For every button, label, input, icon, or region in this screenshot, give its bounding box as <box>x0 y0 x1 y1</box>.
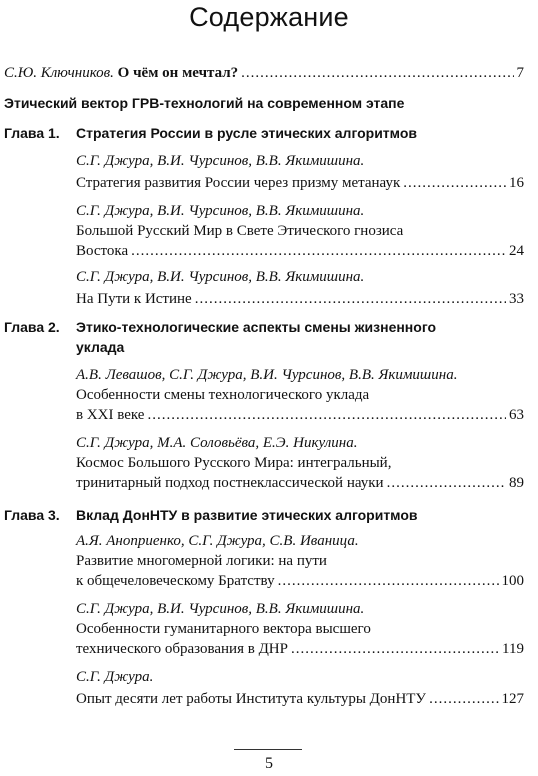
entry-title: Опыт десяти лет работы Института культуры ДонНТУ <box>76 691 427 707</box>
entry-authors: С.Г. Джура. <box>76 669 154 685</box>
leader-dots <box>403 174 506 192</box>
chapter-3-label: Глава 3. <box>4 507 60 523</box>
leader-dots <box>291 640 499 658</box>
page-title: Содержание <box>189 2 349 32</box>
toc-entry[interactable] <box>76 572 524 590</box>
page-ref: 33 <box>509 291 524 307</box>
leader-dots <box>131 242 506 260</box>
page-ref: 7 <box>516 65 524 81</box>
toc-entry[interactable] <box>76 690 524 708</box>
entry-authors: С.Г. Джура, В.И. Чурсинов, В.В. Якимишина. <box>76 203 365 219</box>
entry-title: Востока <box>76 243 129 259</box>
intro-author: С.Ю. Ключников. <box>4 65 114 81</box>
entry-title: Особенности смены технологического уклада <box>76 387 370 403</box>
page-ref: 127 <box>501 691 524 707</box>
page-ref: 24 <box>509 243 524 259</box>
chapter-2-title[interactable]: Этико-технологические аспекты смены жизненного <box>76 319 437 335</box>
leader-dots <box>278 572 499 590</box>
chapter-1-label: Глава 1. <box>4 125 60 141</box>
chapter-3-title[interactable]: Вклад ДонНТУ в развитие этических алгоритмов <box>76 507 418 523</box>
entry-authors: С.Г. Джура, М.А. Соловьёва, Е.Э. Никулина. <box>76 435 358 451</box>
toc-entry[interactable] <box>76 406 524 424</box>
page-ref: 100 <box>501 573 524 589</box>
entry-authors: А.В. Левашов, С.Г. Джура, В.И. Чурсинов, В.В. Якимишина. <box>76 367 458 383</box>
entry-title: Развитие многомерной логики: на пути <box>76 553 327 569</box>
entry-authors: С.Г. Джура, В.И. Чурсинов, В.В. Якимишина. <box>76 269 365 285</box>
toc-entry-intro[interactable] <box>4 64 524 82</box>
toc-entry[interactable] <box>76 290 524 308</box>
entry-title: На Пути к Истине <box>76 291 192 307</box>
chapter-1-title[interactable]: Стратегия России в русле этических алгоритмов <box>76 125 417 141</box>
entry-authors: С.Г. Джура, В.И. Чурсинов, В.В. Якимишина. <box>76 153 365 169</box>
entry-title: Стратегия развития России через призму метанаук <box>76 175 401 191</box>
leader-dots <box>195 290 506 308</box>
chapter-2-title-cont[interactable]: уклада <box>76 339 125 355</box>
page-ref: 119 <box>502 641 524 657</box>
entry-title: Космос Большого Русского Мира: интегральный, <box>76 455 392 471</box>
leader-dots <box>429 690 498 708</box>
entry-title: Особенности гуманитарного вектора высшего <box>76 621 371 637</box>
leader-dots <box>147 406 506 424</box>
entry-authors: А.Я. Аноприенко, С.Г. Джура, С.В. Иваница. <box>76 533 359 549</box>
page-number: 5 <box>265 755 273 772</box>
entry-title: Большой Русский Мир в Свете Этического гнозиса <box>76 223 404 239</box>
toc-entry[interactable] <box>76 640 524 658</box>
section-heading: Этический вектор ГРВ-технологий на современном этапе <box>4 95 405 111</box>
entry-title: к общечеловеческому Братству <box>76 573 275 589</box>
toc-entry[interactable] <box>76 174 524 192</box>
footer-rule <box>234 749 302 750</box>
page-ref: 63 <box>509 407 524 423</box>
entry-title: в XXI веке <box>76 407 145 423</box>
page-ref: 89 <box>509 475 524 491</box>
chapter-2-label: Глава 2. <box>4 319 60 335</box>
entry-title: технического образования в ДНР <box>76 641 288 657</box>
toc-entry[interactable] <box>76 474 524 492</box>
toc-entry[interactable] <box>76 242 524 260</box>
intro-title: О чём он мечтал? <box>117 65 239 81</box>
entry-authors: С.Г. Джура, В.И. Чурсинов, В.В. Якимишина. <box>76 601 365 617</box>
leader-dots <box>241 64 513 82</box>
page-ref: 16 <box>509 175 524 191</box>
entry-title: тринитарный подход постнеклассической науки <box>76 475 384 491</box>
leader-dots <box>387 474 506 492</box>
